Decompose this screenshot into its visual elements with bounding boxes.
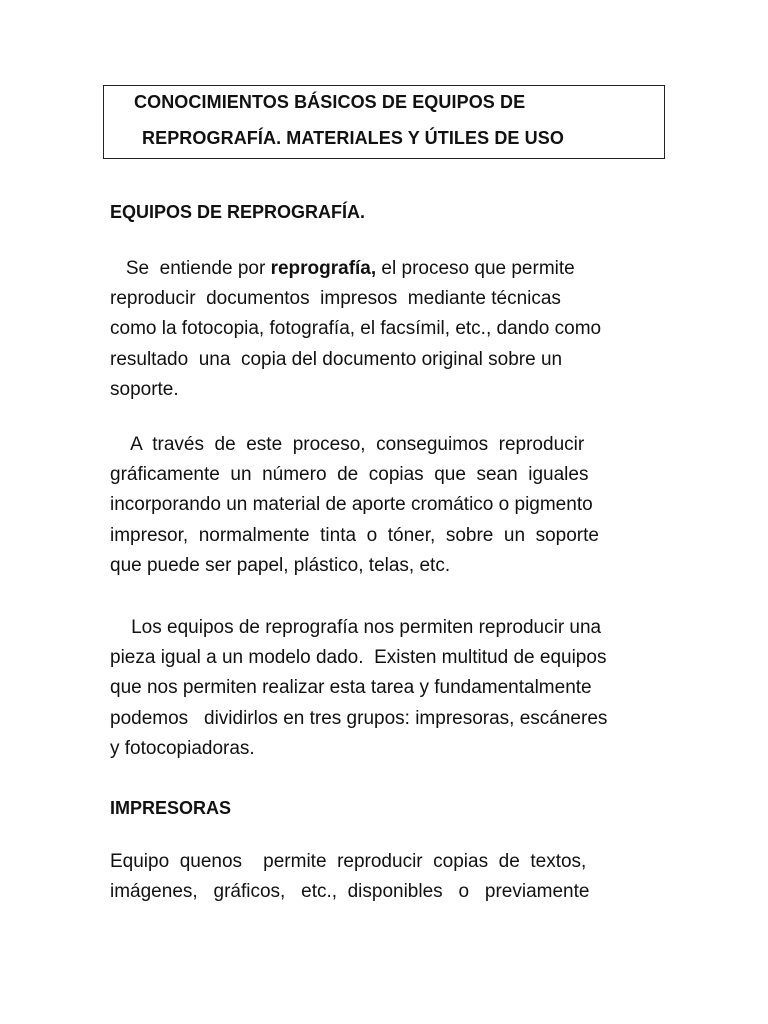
paragraph-line: gráficamente un número de copias que sean iguales — [110, 464, 589, 486]
paragraph-definicion — [110, 254, 656, 405]
paragraph-line: impresor, normalmente tinta o tóner, sobre un soporte — [110, 524, 599, 546]
paragraph-line — [110, 254, 656, 284]
paragraph-line: que puede ser papel, plástico, telas, etc. — [110, 554, 451, 576]
paragraph-line: podemos dividirlos en tres grupos: impresoras, escáneres — [110, 707, 608, 729]
title-box — [103, 85, 665, 159]
section-heading-equipos: EQUIPOS DE REPROGRAFÍA. — [110, 202, 366, 222]
section-heading-impresoras: IMPRESORAS — [110, 798, 232, 818]
paragraph-line: A través de este proceso, conseguimos reproducir — [110, 434, 585, 455]
paragraph-line: Equipo quenos permite reproducir copias de textos, — [110, 851, 587, 872]
paragraph-line: imágenes, gráficos, etc., disponibles o previamente — [110, 881, 590, 903]
title-line-2: REPROGRAFÍA. MATERIALES Y ÚTILES DE USO — [142, 128, 564, 148]
paragraph-line: pieza igual a un modelo dado. Existen multitud de equipos — [110, 647, 607, 669]
paragraph-proceso — [110, 430, 656, 581]
paragraph-impresoras — [110, 847, 656, 907]
bold-term-reprografia: reprografía, — [270, 258, 377, 279]
paragraph-line: y fotocopiadoras. — [110, 737, 255, 759]
paragraph-line: como la fotocopia, fotografía, el facsímil, etc., dando como — [110, 318, 602, 340]
paragraph-line: Los equipos de reprografía nos permiten reproducir una — [110, 617, 602, 638]
title-line-1: CONOCIMIENTOS BÁSICOS DE EQUIPOS DE — [134, 92, 526, 112]
text-run: el proceso que permite — [376, 258, 575, 279]
paragraph-line: resultado una copia del documento original sobre un — [110, 348, 563, 370]
text-run: Se entiende por — [110, 258, 271, 279]
paragraph-line: incorporando un material de aporte cromático o pigmento — [110, 494, 593, 516]
paragraph-line: reproducir documentos impresos mediante técnicas — [110, 288, 561, 310]
paragraph-equipos — [110, 613, 656, 764]
paragraph-line: que nos permiten realizar esta tarea y fundamentalmente — [110, 677, 592, 699]
paragraph-line: soporte. — [110, 378, 179, 400]
